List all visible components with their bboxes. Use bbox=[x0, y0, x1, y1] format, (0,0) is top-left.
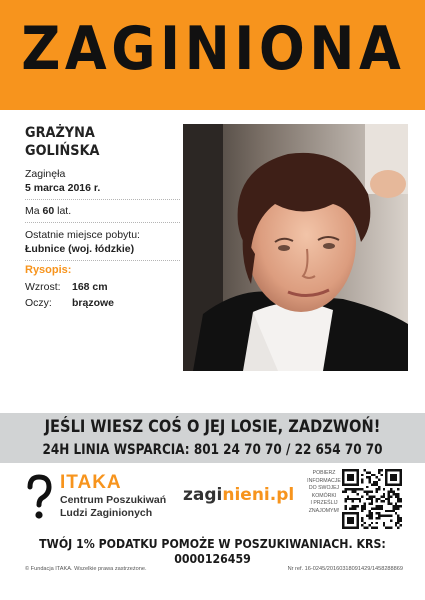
last-name: GOLIŃSKA bbox=[25, 143, 100, 159]
website-link[interactable] bbox=[183, 485, 294, 505]
reference-number: Nr ref. 16-0245/20160318091429/1458288869 bbox=[287, 566, 403, 572]
age-suffix: lat. bbox=[57, 205, 72, 217]
age-line bbox=[25, 205, 71, 217]
qr-text-line: INFORMACJE bbox=[307, 477, 341, 484]
age-prefix: Ma bbox=[25, 205, 40, 217]
eyes-label: Oczy: bbox=[25, 297, 52, 309]
qr-text-line: DO SWOJEJ bbox=[308, 485, 340, 492]
person-name bbox=[25, 124, 163, 160]
copyright: © Fundacja ITAKA. Wszelkie prawa zastrzeżone. bbox=[25, 566, 147, 572]
page-title: ZAGINIONA bbox=[21, 14, 406, 84]
qr-code-icon[interactable] bbox=[342, 469, 402, 529]
last-seen-label: Ostatnie miejsce pobytu: bbox=[25, 229, 140, 241]
divider bbox=[25, 199, 180, 200]
org-subtitle bbox=[60, 494, 166, 520]
first-name: GRAŻYNA bbox=[25, 125, 95, 141]
tax-appeal: TWÓJ 1% PODATKU POMOŻE W POSZUKIWANIACH. KRS: 0000126459 bbox=[39, 536, 386, 566]
qr-text-line: ZNAJOMYM! bbox=[308, 507, 340, 514]
org-subtitle-line: Ludzi Zaginionych bbox=[60, 507, 153, 519]
eyes-row bbox=[25, 297, 114, 309]
description-heading: Rysopis: bbox=[25, 264, 72, 276]
org-subtitle-line: Centrum Poszukiwań bbox=[60, 494, 167, 506]
divider bbox=[25, 260, 180, 261]
missing-date: 5 marca 2016 r. bbox=[25, 182, 101, 194]
site-right: nieni.pl bbox=[222, 485, 295, 505]
portrait-photo bbox=[183, 124, 408, 371]
last-seen-place: Łubnice (woj. łódzkie) bbox=[25, 243, 135, 255]
question-mark-head-icon bbox=[24, 474, 54, 522]
height-row bbox=[25, 281, 108, 293]
appeal-slogan: JEŚLI WIESZ COŚ O JEJ LOSIE, ZADZWOŃ! bbox=[44, 417, 381, 437]
height-label: Wzrost: bbox=[25, 281, 61, 293]
divider bbox=[25, 222, 180, 223]
qr-instructions bbox=[304, 470, 344, 516]
height-value: 168 cm bbox=[72, 281, 108, 293]
qr-text-line: I PRZEŚLIJ bbox=[310, 500, 338, 507]
qr-text-line: POBIERZ bbox=[312, 470, 336, 476]
org-name: ITAKA bbox=[60, 472, 122, 493]
qr-text-line: KOMÓRKI bbox=[311, 492, 337, 499]
eyes-value: brązowe bbox=[72, 297, 115, 309]
hotline-text: 24H LINIA WSPARCIA: 801 24 70 70 / 22 654 70 70 bbox=[42, 442, 383, 458]
site-left: zagi bbox=[183, 485, 223, 505]
missing-label: Zaginęła bbox=[25, 168, 66, 180]
age-value: 60 bbox=[42, 205, 55, 217]
